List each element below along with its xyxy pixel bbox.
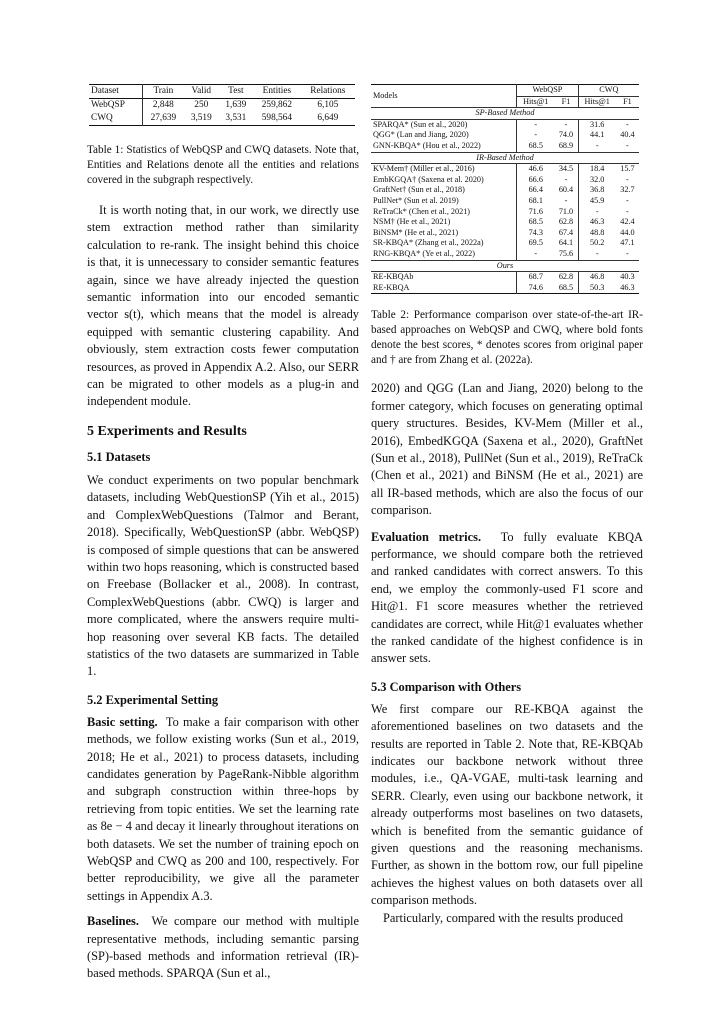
table-2-model-name: ReTraCk* (Chen et al., 2021) — [371, 207, 517, 218]
table-2-cwq-header: CWQ — [578, 85, 639, 97]
table-cell: 46.3 — [578, 217, 616, 228]
table-cell: 3,519 — [190, 113, 212, 123]
table-cell: 18.4 — [578, 164, 616, 175]
table-2-group-header — [371, 85, 639, 97]
table-2-model-name: QGG* (Lan and Jiang, 2020) — [371, 130, 517, 141]
table-cell: 68.5 — [528, 140, 543, 150]
table-cell: - — [534, 248, 538, 258]
evaluation-metrics-label: Evaluation metrics. — [371, 529, 482, 544]
table-2-model-name: PullNet* (Sun et al. 2019) — [371, 196, 517, 207]
paragraph-comparison: We first compare our RE-KBQA against the aforementioned baselines on two datasets and the results are reported in Table 2. Note that, RE-KBQAb indicates our backbone network without three modules, i.e., QA-VGAE, multi-task learning and SERR. Clearly, even using our backbone network, it already outperforms most baselines on two datasets, which is benefited from the semantic guidance of given questions and the reasoning mechanisms. Further, as shown in the bottom row, our full pipeline achieves the highest values on both datasets over all comparison methods. — [371, 701, 643, 908]
table-1-header-cell: Train — [153, 86, 174, 96]
table-cell: 68.7 — [528, 272, 543, 282]
table-cell: 44.1 — [578, 130, 616, 141]
table-cell: 34.5 — [558, 164, 574, 174]
table-1-header-row — [89, 85, 355, 99]
paragraph-particularly: Particularly, compared with the results produced — [383, 910, 624, 925]
table-2-sub-header-cell: Hits@1 — [578, 96, 616, 108]
table-2 — [371, 84, 639, 294]
table-row — [89, 112, 355, 126]
table-2-model-name: RNG-KBQA* (Ye et al., 2022) — [371, 249, 517, 260]
table-2-model-name: NSM† (He et al., 2021) — [371, 217, 517, 228]
table-cell: 40.3 — [620, 272, 635, 282]
table-2-model-name: BiNSM* (He et al., 2021) — [371, 228, 517, 239]
table-cell: 45.9 — [578, 196, 616, 207]
table-row — [371, 141, 639, 152]
table-cell: 62.8 — [558, 217, 574, 227]
table-cell: 31.6 — [578, 119, 616, 130]
table-cell: - — [578, 207, 616, 218]
table-2-model-name: RE-KBQA — [371, 283, 517, 294]
table-2-models-header: Models — [371, 85, 517, 108]
table-cell: 68.9 — [558, 140, 574, 150]
table-cell: 68.5 — [558, 282, 574, 292]
section-5-2-heading: 5.2 Experimental Setting — [87, 692, 219, 707]
table-2-model-name: GNN-KBQA* (Hou et al., 2022) — [371, 141, 517, 152]
table-cell: 259,862 — [261, 100, 292, 110]
table-cell: 42.4 — [620, 217, 635, 227]
table-2-section-label: IR-Based Method — [371, 152, 639, 164]
table-cell: 74.0 — [558, 130, 574, 140]
right-column — [371, 84, 643, 927]
table-1 — [89, 84, 355, 126]
table-cell: - — [626, 174, 629, 184]
table-cell: 15.7 — [620, 164, 635, 174]
table-cell: - — [564, 119, 568, 129]
table-2-model-name: SR-KBQA* (Zhang et al., 2022a) — [371, 238, 517, 249]
basic-setting-label: Basic setting. — [87, 714, 158, 729]
table-2-model-name: EmbKGQA† (Saxena et al. 2020) — [371, 175, 517, 186]
table-cell: 6,649 — [317, 113, 339, 123]
table-cell: 2,848 — [152, 100, 174, 110]
table-cell: 71.6 — [528, 206, 543, 216]
table-2-section-row — [371, 260, 639, 272]
table-row — [371, 164, 639, 175]
table-1-header-cell: Test — [228, 86, 244, 96]
table-cell: 74.6 — [528, 282, 543, 292]
table-cell: 66.6 — [528, 174, 543, 184]
table-row — [89, 99, 355, 113]
table-cell: 62.8 — [558, 272, 574, 282]
table-2-webqsp-header: WebQSP — [517, 85, 578, 97]
table-cell: 598,564 — [261, 113, 292, 123]
table-cell: 68.5 — [528, 217, 543, 227]
table-cell: - — [626, 119, 629, 129]
table-2-section-row — [371, 152, 639, 164]
table-2-model-name: KV-Mem† (Miller et al., 2016) — [371, 164, 517, 175]
table-2-caption: Table 2: Performance comparison over state-of-the-art IR-based approaches on WebQSP and CWQ, where bold fonts denote the best scores, * denotes scores from original paper and † are from Zhang et al. (2022a). — [371, 309, 643, 367]
table-cell: 1,639 — [225, 100, 247, 110]
table-row — [371, 196, 639, 207]
table-cell: 67.4 — [558, 227, 574, 237]
table-cell: 6,105 — [317, 100, 339, 110]
table-row — [371, 185, 639, 196]
table-cell: 27,639 — [150, 113, 177, 123]
table-2-section-label: Ours — [371, 260, 639, 272]
table-1-header-cell: Entities — [262, 86, 292, 96]
table-2-sub-header-cell: F1 — [623, 96, 632, 106]
table-2-model-name: RE-KBQAb — [371, 272, 517, 283]
table-cell: 32.0 — [578, 175, 616, 186]
table-1-header-cell: Dataset — [89, 85, 142, 99]
table-cell: - — [578, 141, 616, 152]
table-2-sub-header-cell: Hits@1 — [523, 96, 549, 106]
paragraph-datasets: We conduct experiments on two popular benchmark datasets, including WebQuestionSP (Yih et al., 2015) and ComplexWebQuestions (Talmor and Berant, 2018). Specifically, WebQuestionSP (abbr. WebQSP) is composed of simple questions that can be answered within two hops reasoning, which is constructed based on Freebase (Bollacker et al., 2008). In contrast, ComplexWebQuestions (abbr. CWQ) is larger and more complicated, where the answers require multi-hop reasoning over several KB facts. The detailed statistics of the two datasets are summarized in Table 1. — [87, 472, 359, 679]
table-row — [371, 272, 639, 283]
section-5-1-heading: 5.1 Datasets — [87, 449, 151, 464]
table-2-sub-header-cell: F1 — [561, 96, 571, 106]
table-cell: 74.3 — [528, 227, 543, 237]
table-cell: 60.4 — [558, 185, 574, 195]
table-cell: 50.3 — [578, 283, 616, 294]
table-row — [371, 119, 639, 130]
table-cell: - — [626, 140, 629, 150]
evaluation-metrics-text: To fully evaluate KBQA performance, we should compare both the retrieved and ranked candidates with correct answers. To this end, we employ the commonly-used F1 score and Hit@1. F1 score measures whether the retrieved candidates are correct, while Hit@1 evaluates whether the ranked candidate of the highest confidence is in answer sets. — [371, 529, 643, 666]
table-cell: 46.6 — [528, 164, 543, 174]
table-cell: 75.6 — [558, 248, 574, 258]
table-cell: - — [564, 195, 568, 205]
baselines-label: Baselines. — [87, 914, 139, 929]
table-cell: 50.2 — [578, 238, 616, 249]
table-row — [371, 283, 639, 294]
table-cell: - — [578, 249, 616, 260]
section-5-3-heading: 5.3 Comparison with Others — [371, 679, 522, 694]
table-cell: CWQ — [89, 112, 142, 126]
table-2-model-name: GraftNet† (Sun et al., 2018) — [371, 185, 517, 196]
table-cell: 47.1 — [620, 238, 635, 248]
table-2-section-label: SP-Based Method — [371, 108, 639, 120]
table-cell: - — [626, 195, 629, 205]
table-cell: 250 — [194, 100, 209, 110]
table-cell: - — [626, 248, 629, 258]
table-cell: 40.4 — [620, 130, 635, 140]
table-cell: 36.8 — [578, 185, 616, 196]
table-cell: 48.8 — [578, 228, 616, 239]
table-cell: - — [564, 174, 568, 184]
table-cell: 3,531 — [225, 113, 247, 123]
paragraph-basic-setting — [87, 714, 359, 905]
table-cell: 68.1 — [528, 195, 543, 205]
table-row — [371, 207, 639, 218]
table-cell: WebQSP — [89, 99, 142, 113]
paragraph-stem-extraction: It is worth noting that, in our work, we directly use stem extraction method rather than similarity calculation to re-rank. The insight behind this choice is that, it is unnecessary to consider semantic features again, since we have already injected the question semantic information into our encoded semantic vector s(t), which means that the model is already equipped with semantic clustering capability. And obviously, stem extraction costs fewer computation resources, as proved in Appendix A.2. Also, our SERR can be migrated to other models as a plug-in and independent module. — [87, 203, 359, 409]
table-row — [371, 238, 639, 249]
baselines-text: We compare our method with multiple representative methods, including semantic parsing (SP)-based methods and information retrieval (IR)-based methods. SPARQA (Sun et al., — [87, 914, 359, 981]
table-row — [371, 175, 639, 186]
table-2-model-name: SPARQA* (Sun et al., 2020) — [371, 119, 517, 130]
table-cell: 66.4 — [528, 185, 543, 195]
table-cell: 44.0 — [620, 227, 635, 237]
table-row — [371, 228, 639, 239]
table-1-caption: Table 1: Statistics of WebQSP and CWQ datasets. Note that, Entities and Relations denote all the entities and relations covered in the subgraph respectively. — [87, 144, 359, 186]
basic-setting-text: To make a fair comparison with other methods, we follow existing works (Sun et al., 2019, 2018; He et al., 2021) to process datasets, including candidates generation by PageRank-Nibble algorithm and subgraph construction within three-hops by retrieving from topic entities. We set the learning rate as 8e − 4 and decay it linearly throughout iterations on both datasets. We set the number of training epoch on WebQSP and CWQ as 200 and 100, respectively. For better reproducibility, we give all the parameter settings in Appendix A.3. — [87, 714, 359, 903]
table-1-header-cell: Relations — [310, 86, 346, 96]
table-1-header-cell: Valid — [191, 86, 212, 96]
table-2-section-row — [371, 108, 639, 120]
table-cell: - — [534, 130, 538, 140]
left-column — [87, 84, 359, 983]
paragraph-baselines-cont: 2020) and QGG (Lan and Jiang, 2020) belong to the former category, which focuses on generating optimal query structures. Besides, KV-Mem (Miller et al., 2016), EmbedKGQA (Saxena et al., 2020), GraftNet (Sun et al., 2018), PullNet (Sun et al., 2019), ReTraCk (Chen et al., 2021) and BiNSM (He et al., 2021) are all IR-based methods, which are also the focus of our comparison. — [371, 381, 643, 518]
table-cell: 71.0 — [558, 206, 574, 216]
table-row — [371, 130, 639, 141]
table-row — [371, 217, 639, 228]
section-5-heading: 5 Experiments and Results — [87, 423, 247, 439]
table-cell: - — [626, 206, 629, 216]
paragraph-baselines — [87, 913, 359, 983]
table-cell: 46.8 — [578, 272, 616, 283]
table-cell: 64.1 — [558, 238, 574, 248]
paragraph-evaluation-metrics — [371, 529, 643, 668]
table-row — [371, 249, 639, 260]
table-cell: 46.3 — [620, 282, 635, 292]
table-cell: 32.7 — [620, 185, 635, 195]
table-cell: 69.5 — [528, 238, 543, 248]
table-cell: - — [534, 119, 538, 129]
